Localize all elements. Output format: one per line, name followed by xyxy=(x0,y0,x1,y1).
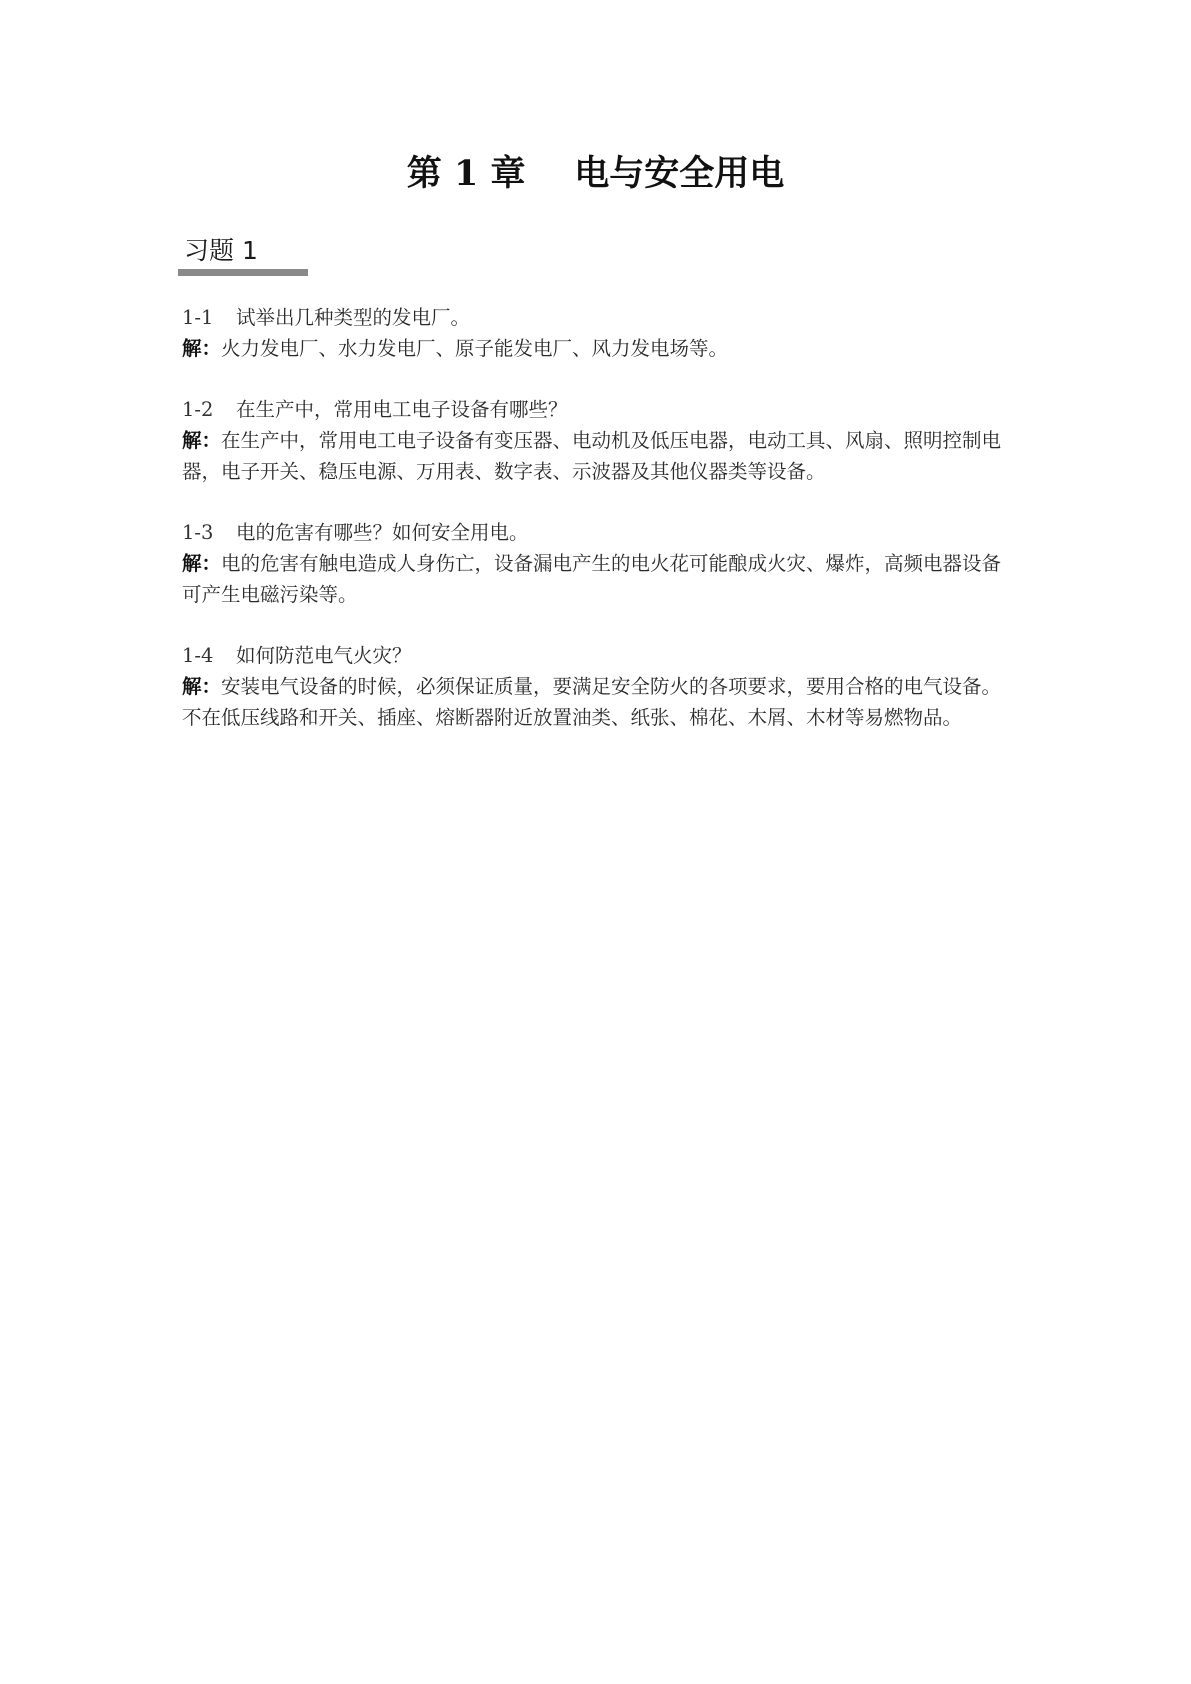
answer xyxy=(182,425,1018,487)
section-heading-text: 习题 1 xyxy=(184,236,258,265)
question xyxy=(182,517,1018,548)
question xyxy=(182,302,1018,333)
question-number: 1-2 xyxy=(182,398,214,421)
answer xyxy=(182,671,1018,733)
question-text: 试举出几种类型的发电厂。 xyxy=(236,306,471,329)
answer-text: 电的危害有触电造成人身伤亡，设备漏电产生的电火花可能酿成火灾、爆炸，高频电器设备可产生电磁污染等。 xyxy=(182,552,1002,606)
answer xyxy=(182,333,1018,364)
section-heading-underline xyxy=(178,269,308,276)
answer-label: 解： xyxy=(182,675,222,698)
question xyxy=(182,394,1018,425)
section-heading xyxy=(182,233,258,269)
question-number: 1-1 xyxy=(182,306,214,329)
chapter-title: 第 1 章 电与安全用电 xyxy=(406,153,785,194)
problem-list xyxy=(182,302,1018,763)
problem-item xyxy=(182,517,1018,610)
question-number: 1-4 xyxy=(182,644,214,667)
problem-item xyxy=(182,302,1018,364)
question-number: 1-3 xyxy=(182,521,214,544)
problem-item xyxy=(182,394,1018,487)
answer-text: 火力发电厂、水力发电厂、原子能发电厂、风力发电场等。 xyxy=(221,337,729,360)
answer-label: 解： xyxy=(182,337,222,360)
answer-label: 解： xyxy=(182,429,222,452)
question-text: 如何防范电气火灾？ xyxy=(236,644,412,667)
question-text: 在生产中，常用电工电子设备有哪些？ xyxy=(236,398,568,421)
question xyxy=(182,640,1018,671)
answer-text: 安装电气设备的时候，必须保证质量，要满足安全防火的各项要求，要用合格的电气设备。不在低压线路和开关、插座、熔断器附近放置油类、纸张、棉花、木屑、木材等易燃物品。 xyxy=(182,675,1002,729)
problem-item xyxy=(182,640,1018,733)
question-text: 电的危害有哪些？如何安全用电。 xyxy=(236,521,529,544)
answer-label: 解： xyxy=(182,552,222,575)
answer-text: 在生产中，常用电工电子设备有变压器、电动机及低压电器，电动工具、风扇、照明控制电器，电子开关、稳压电源、万用表、数字表、示波器及其他仪器类等设备。 xyxy=(182,429,1002,483)
answer xyxy=(182,548,1018,610)
